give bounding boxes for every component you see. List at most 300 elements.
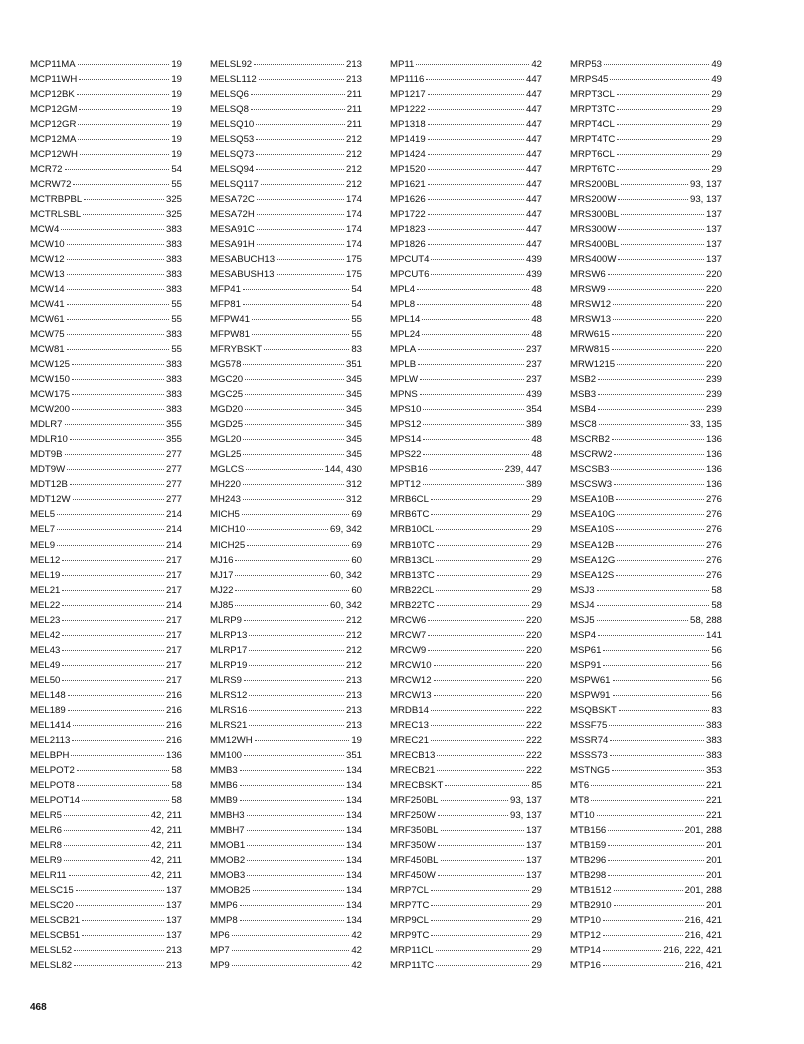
product-code: MP1116 — [390, 74, 425, 86]
product-code: MCR72 — [30, 164, 63, 176]
product-code: MELSC20 — [30, 899, 74, 911]
dot-leader — [247, 529, 328, 530]
index-entry — [390, 417, 542, 432]
index-entry — [570, 673, 722, 688]
page-reference: 216 — [165, 719, 182, 731]
index-entry — [210, 282, 362, 297]
product-code: MGD20 — [210, 404, 244, 416]
page-reference: 42, 211 — [150, 869, 182, 881]
index-entry — [30, 72, 182, 87]
index-entry — [390, 492, 542, 507]
page-reference: 217 — [165, 644, 182, 656]
index-entry — [30, 87, 182, 102]
dot-leader — [428, 244, 524, 245]
dot-leader — [617, 560, 704, 561]
dot-leader — [244, 680, 344, 681]
page-reference: 213 — [165, 944, 182, 956]
page-reference: 312 — [345, 494, 362, 506]
index-entry — [210, 703, 362, 718]
product-code: MRDB14 — [390, 704, 429, 716]
index-entry — [30, 658, 182, 673]
page-reference: 201 — [705, 869, 722, 881]
index-entry — [570, 342, 722, 357]
page-number: 468 — [30, 1002, 47, 1013]
index-entry — [30, 327, 182, 342]
index-entry — [210, 327, 362, 342]
index-entry — [210, 237, 362, 252]
dot-leader — [616, 545, 704, 546]
product-code: MTB296 — [570, 854, 607, 866]
index-entry — [390, 387, 542, 402]
page-reference: 201 — [705, 854, 722, 866]
product-code: MPLB — [390, 359, 417, 371]
page-reference: 19 — [171, 74, 182, 86]
dot-leader — [422, 334, 529, 335]
page-reference: 48 — [531, 329, 542, 341]
product-code: MEL50 — [30, 674, 61, 686]
page-reference: 383 — [705, 749, 722, 761]
product-code: MLRS9 — [210, 674, 242, 686]
dot-leader — [431, 890, 529, 891]
index-entry — [30, 943, 182, 958]
dot-leader — [246, 469, 323, 470]
dot-leader — [82, 920, 164, 921]
index-entry — [210, 87, 362, 102]
index-entry — [210, 417, 362, 432]
page-reference: 214 — [165, 599, 182, 611]
index-entry — [390, 613, 542, 628]
dot-leader — [249, 665, 344, 666]
dot-leader — [73, 499, 164, 500]
dot-leader — [426, 79, 524, 80]
index-entry — [30, 838, 182, 853]
index-entry — [30, 102, 182, 117]
index-entry — [210, 72, 362, 87]
page-reference: 60, 342 — [329, 599, 362, 611]
dot-leader — [430, 469, 503, 470]
product-code: MPLW — [390, 374, 419, 386]
page-reference: 276 — [705, 524, 722, 536]
product-code: MTP16 — [570, 959, 601, 971]
page-reference: 213 — [345, 74, 362, 86]
index-entry — [30, 553, 182, 568]
product-code: MPS12 — [390, 419, 422, 431]
product-code: MSCRW2 — [570, 449, 613, 461]
dot-leader — [431, 935, 529, 936]
dot-leader — [243, 364, 344, 365]
page-reference: 29 — [711, 104, 722, 116]
page-reference: 141 — [705, 629, 722, 641]
page-reference: 19 — [171, 104, 182, 116]
page-reference: 345 — [345, 419, 362, 431]
page-reference: 447 — [525, 224, 542, 236]
product-code: MLRP19 — [210, 659, 248, 671]
page-reference: 29 — [531, 524, 542, 536]
page-reference: 29 — [531, 554, 542, 566]
product-code: MICH5 — [210, 509, 240, 521]
dot-leader — [249, 650, 344, 651]
page-reference: 351 — [345, 749, 362, 761]
index-entry — [390, 778, 542, 793]
page-reference: 239, 447 — [504, 464, 542, 476]
index-entry — [30, 613, 182, 628]
page-reference: 447 — [525, 164, 542, 176]
index-entry — [210, 883, 362, 898]
page-reference: 55 — [171, 179, 182, 191]
dot-leader — [243, 484, 344, 485]
index-entry — [570, 402, 722, 417]
index-entry — [210, 733, 362, 748]
page-reference: 447 — [525, 119, 542, 131]
page-reference: 54 — [351, 284, 362, 296]
dot-leader — [257, 229, 344, 230]
dot-leader — [612, 770, 704, 771]
product-code: MELSL82 — [30, 959, 73, 971]
dot-leader — [612, 334, 704, 335]
dot-leader — [616, 529, 704, 530]
dot-leader — [608, 875, 704, 876]
product-code: MRSW13 — [570, 314, 612, 326]
index-entry — [390, 913, 542, 928]
index-entry — [390, 658, 542, 673]
page-reference: 354 — [525, 404, 542, 416]
page-reference: 239 — [705, 389, 722, 401]
page-reference: 29 — [531, 914, 542, 926]
index-entry — [390, 312, 542, 327]
product-code: MPS22 — [390, 449, 422, 461]
dot-leader — [617, 169, 709, 170]
page-reference: 383 — [165, 284, 182, 296]
page-reference: 383 — [165, 269, 182, 281]
dot-leader — [608, 860, 704, 861]
product-code: MTP10 — [570, 914, 601, 926]
product-code: MMOB2 — [210, 854, 246, 866]
page-reference: 19 — [171, 119, 182, 131]
index-entry — [570, 763, 722, 778]
index-entry — [210, 688, 362, 703]
product-code: MRECB13 — [390, 749, 436, 761]
product-code: MREC13 — [390, 719, 429, 731]
page-reference: 325 — [165, 209, 182, 221]
page-reference: 134 — [345, 779, 362, 791]
index-entry — [30, 207, 182, 222]
index-entry — [570, 838, 722, 853]
product-code: MELSQ8 — [210, 104, 249, 116]
index-entry — [570, 267, 722, 282]
dot-leader — [416, 64, 529, 65]
index-entry — [570, 297, 722, 312]
product-code: MPCUT4 — [390, 254, 430, 266]
dot-leader — [251, 109, 345, 110]
page-reference: 69, 342 — [329, 524, 362, 536]
dot-leader — [249, 725, 344, 726]
dot-leader — [256, 154, 344, 155]
product-code: MRPT6CL — [570, 149, 615, 161]
page-reference: 58 — [711, 584, 722, 596]
index-entry — [390, 928, 542, 943]
index-entry — [570, 583, 722, 598]
index-entry — [210, 297, 362, 312]
page-reference: 58 — [171, 779, 182, 791]
index-entry — [390, 808, 542, 823]
product-code: MCRW72 — [30, 179, 72, 191]
index-entry — [570, 793, 722, 808]
dot-leader — [608, 274, 704, 275]
dot-leader — [249, 635, 344, 636]
dot-leader — [417, 289, 529, 290]
page-reference: 136 — [165, 749, 182, 761]
index-entry — [570, 823, 722, 838]
page-reference: 237 — [525, 374, 542, 386]
dot-leader — [76, 890, 164, 891]
product-code: MRF350BL — [390, 824, 439, 836]
dot-leader — [78, 64, 170, 65]
page-reference: 48 — [531, 314, 542, 326]
product-code: MSP4 — [570, 629, 597, 641]
product-code: MRCW9 — [390, 644, 427, 656]
dot-leader — [612, 349, 704, 350]
index-column-2 — [210, 57, 362, 973]
index-entry — [570, 688, 722, 703]
page-reference: 221 — [705, 779, 722, 791]
dot-leader — [611, 469, 704, 470]
dot-leader — [74, 950, 164, 951]
page-reference: 134 — [345, 884, 362, 896]
dot-leader — [243, 499, 344, 500]
product-code: MP11 — [390, 59, 415, 70]
page-reference: 222 — [525, 719, 542, 731]
index-entry — [210, 628, 362, 643]
index-entry — [390, 147, 542, 162]
index-entry — [570, 447, 722, 462]
page-reference: 276 — [705, 569, 722, 581]
product-code: MP1520 — [390, 164, 426, 176]
dot-leader — [67, 259, 164, 260]
dot-leader — [257, 244, 344, 245]
dot-leader — [428, 620, 524, 621]
dot-leader — [608, 845, 704, 846]
index-entry — [570, 928, 722, 943]
dot-leader — [614, 484, 704, 485]
page-reference: 212 — [345, 164, 362, 176]
dot-leader — [598, 394, 704, 395]
product-code: MRCW10 — [390, 659, 432, 671]
page-reference: 19 — [171, 89, 182, 101]
dot-leader — [431, 710, 524, 711]
product-code: MSSS73 — [570, 749, 608, 761]
page-reference: 217 — [165, 554, 182, 566]
product-code: MRF450W — [390, 869, 436, 881]
product-code: MSJ4 — [570, 599, 595, 611]
dot-leader — [428, 635, 524, 636]
index-entry — [30, 252, 182, 267]
product-code: MT8 — [570, 794, 590, 806]
product-code: MEL23 — [30, 614, 61, 626]
page-reference: 137 — [705, 209, 722, 221]
index-entry — [30, 342, 182, 357]
page-reference: 220 — [525, 629, 542, 641]
index-entry — [210, 718, 362, 733]
dot-leader — [418, 349, 524, 350]
dot-leader — [437, 755, 524, 756]
index-entry — [570, 598, 722, 613]
index-entry — [210, 222, 362, 237]
dot-leader — [67, 334, 164, 335]
page-reference: 137 — [705, 239, 722, 251]
page-reference: 389 — [525, 419, 542, 431]
page-reference: 83 — [711, 704, 722, 716]
index-entry — [30, 958, 182, 973]
product-code: MESA91H — [210, 239, 255, 251]
index-entry — [390, 883, 542, 898]
page-reference: 383 — [705, 719, 722, 731]
dot-leader — [240, 920, 344, 921]
dot-leader — [608, 830, 682, 831]
page-reference: 212 — [345, 149, 362, 161]
index-entry — [570, 943, 722, 958]
page-reference: 29 — [531, 539, 542, 551]
index-entry — [570, 147, 722, 162]
dot-leader — [67, 349, 170, 350]
dot-leader — [617, 364, 704, 365]
dot-leader — [598, 379, 704, 380]
product-code: MSJ3 — [570, 584, 595, 596]
product-code: MTP12 — [570, 929, 601, 941]
index-entry — [210, 778, 362, 793]
product-code: MRB22CL — [390, 584, 435, 596]
dot-leader — [617, 94, 710, 95]
product-code: MEL12 — [30, 554, 61, 566]
page-reference: 439 — [525, 269, 542, 281]
dot-leader — [240, 905, 344, 906]
page-reference: 213 — [345, 674, 362, 686]
page-reference: 175 — [345, 254, 362, 266]
index-entry — [30, 462, 182, 477]
product-code: MRB6CL — [390, 494, 429, 506]
page-reference: 56 — [711, 659, 722, 671]
index-entry — [210, 432, 362, 447]
dot-leader — [616, 499, 704, 500]
page-reference: 216 — [165, 689, 182, 701]
product-code: MSEA12G — [570, 554, 616, 566]
product-code: MCW175 — [30, 389, 70, 401]
product-code: MDLR10 — [30, 434, 68, 446]
dot-leader — [608, 289, 704, 290]
product-code: MP1318 — [390, 119, 426, 131]
page-reference: 353 — [705, 764, 722, 776]
index-entry — [570, 898, 722, 913]
page-reference: 29 — [711, 119, 722, 131]
product-code: MEL19 — [30, 569, 61, 581]
product-code: MELR8 — [30, 839, 62, 851]
index-entry — [390, 522, 542, 537]
page-reference: 383 — [165, 389, 182, 401]
product-code: MPS14 — [390, 434, 422, 446]
index-entry — [570, 568, 722, 583]
index-entry — [210, 342, 362, 357]
dot-leader — [235, 605, 328, 606]
page-reference: 42 — [351, 929, 362, 941]
product-code: MCW13 — [30, 269, 65, 281]
product-code: MEL7 — [30, 524, 56, 536]
product-code: MTB1512 — [570, 884, 612, 896]
index-entry — [30, 583, 182, 598]
dot-leader — [67, 274, 164, 275]
page-reference: 134 — [345, 794, 362, 806]
index-entry — [210, 538, 362, 553]
index-entry — [570, 222, 722, 237]
index-entry — [390, 958, 542, 973]
page-reference: 216 — [165, 704, 182, 716]
product-code: MSCRB2 — [570, 434, 610, 446]
page-reference: 49 — [711, 74, 722, 86]
page-reference: 211 — [346, 89, 362, 101]
product-code: MCW14 — [30, 284, 65, 296]
index-entry — [210, 147, 362, 162]
product-code: MEL1414 — [30, 719, 72, 731]
index-entry — [210, 658, 362, 673]
product-code: MMB9 — [210, 794, 238, 806]
product-code: MH220 — [210, 479, 241, 491]
product-code: MMOB1 — [210, 839, 246, 851]
index-entry — [390, 673, 542, 688]
page-reference: 447 — [525, 134, 542, 146]
index-entry — [570, 387, 722, 402]
product-code: MRF250BL — [390, 794, 439, 806]
dot-leader — [73, 725, 164, 726]
page-reference: 239 — [705, 404, 722, 416]
dot-leader — [613, 695, 710, 696]
index-entry — [30, 267, 182, 282]
dot-leader — [420, 394, 524, 395]
index-entry — [30, 598, 182, 613]
index-entry — [570, 718, 722, 733]
page-reference: 85 — [531, 779, 542, 791]
dot-leader — [72, 394, 164, 395]
index-entry — [210, 267, 362, 282]
page-reference: 55 — [351, 314, 362, 326]
product-code: MCW81 — [30, 344, 65, 356]
dot-leader — [423, 409, 524, 410]
dot-leader — [428, 214, 524, 215]
product-code: MCP12GR — [30, 119, 77, 131]
index-entry — [210, 492, 362, 507]
index-entry — [570, 853, 722, 868]
page-reference: 220 — [525, 659, 542, 671]
page-reference: 93, 137 — [509, 809, 542, 821]
dot-leader — [428, 199, 524, 200]
product-code: MSQBSKT — [570, 704, 617, 716]
index-entry — [210, 252, 362, 267]
product-code: MDT12B — [30, 479, 68, 491]
product-code: MRS400BL — [570, 239, 620, 251]
page-reference: 29 — [711, 134, 722, 146]
index-entry — [210, 613, 362, 628]
index-entry — [390, 342, 542, 357]
product-code: MTB159 — [570, 839, 607, 851]
page-reference: 83 — [351, 344, 362, 356]
product-code: MRPS45 — [570, 74, 609, 86]
product-code: MFRYBSKT — [210, 344, 263, 356]
index-entry — [390, 447, 542, 462]
index-entry — [570, 658, 722, 673]
page-reference: 383 — [165, 374, 182, 386]
dot-leader — [613, 680, 710, 681]
index-entry — [390, 237, 542, 252]
product-code: MTP14 — [570, 944, 601, 956]
dot-leader — [277, 274, 344, 275]
page-reference: 217 — [165, 674, 182, 686]
